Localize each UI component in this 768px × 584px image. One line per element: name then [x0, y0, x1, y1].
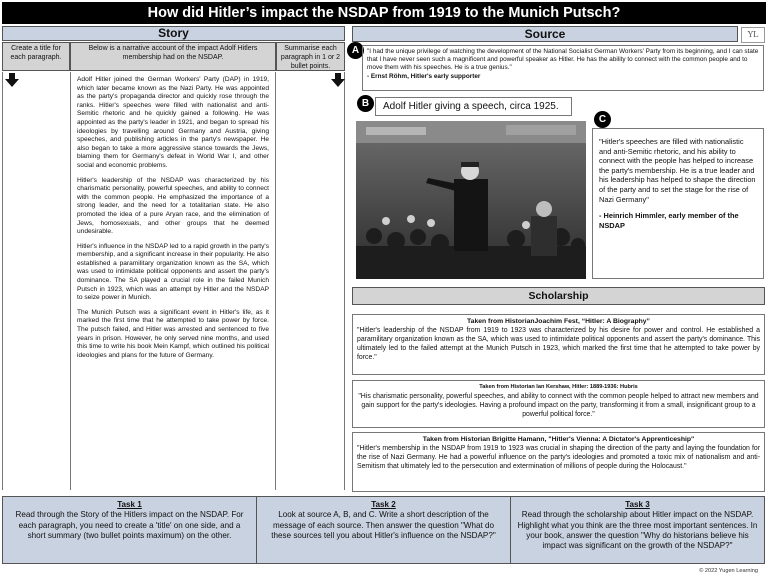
- scholarship-body: "Hitler's leadership of the NSDAP from 1919 to 1923 was characterized by his desire for power and control. He established a paramilitary organization known as the SA, which was used to intimidate political opponents and assert the party's dominance. This ultimately led to the failed attempt at the Munich Putsch in 1923, which marked the first time that he attempted to take power by force.": [357, 327, 760, 361]
- copyright: © 2022 Yugen Learning: [699, 568, 758, 574]
- source-header: Source: [352, 26, 738, 42]
- scholarship-heading: Taken from Historian Brigitte Hamann, "Hitler's Vienna: A Dictator's Apprenticeship": [422, 436, 695, 443]
- story-paragraph-2: Hitler's leadership of the NSDAP was characterized by his charismatic personality, powerful speeches, and ability to connect with the common people. He emphasized the importance of a strong leader, and the need for a totalitarian state. He also promoted the idea of a pure Aryan race, and the elimination of Jews, homosexuals, and other groups that he deemed undesirable.: [77, 176, 269, 236]
- scholarship-header: Scholarship: [352, 287, 765, 305]
- source-a-quote: "I had the unique privilege of watching the development of the National Socialist German Workers' Party from its beginning, and I can state that I have never seen such a magnificent and powerful speaker as Hitler. He has the ability to connect with the common people and to move them with his speeches. He is a true genius.": [367, 48, 759, 72]
- title-column-header: Create a title for each paragraph.: [2, 42, 70, 71]
- source-a-attribution: - Ernst Röhm, Hitler's early supporter: [367, 72, 481, 80]
- scholarship-kershaw: [352, 380, 765, 428]
- source-a: [362, 45, 764, 91]
- task-2: [257, 497, 511, 563]
- story-paragraph-4: The Munich Putsch was a significant event in Hitler's life, as it marked the first time that he attempted to take power by force. The putsch failed, and Hitler was arrested and sentenced to five years in prison. However, he only served nine months, and used this time to write his book Mein Kampf, which outlined his political ideologies and plans for the future of Germany.: [77, 308, 269, 359]
- yugen-logo: YL: [741, 27, 765, 43]
- tasks-panel: [2, 496, 765, 564]
- summary-column-header: Summarise each paragraph in 1 or 2 bullet points.: [276, 42, 345, 71]
- page-title: How did Hitler’s impact the NSDAP from 1919 to the Munich Putsch?: [2, 2, 766, 24]
- source-c-quote: "Hitler's speeches are filled with nationalistic and anti-Semitic rhetoric, and his ability to connect with the people has helped to increase the party's membership. He is a true leader and his leadership has helped to shape the direction of the party and to set the stage for the rise of Nazi Germany": [599, 137, 756, 204]
- story-paragraph-1: Adolf Hitler joined the German Workers' Party (DAP) in 1919, which later became known as the Nazi Party. He was appointed as the party's propaganda director and quickly rose through the ranks. Hitler's speeches were filled with nationalist and anti-Semitic rhetoric and he quickly gained a following. He was appointed as the party's leader in 1921, and began to spread his ideologies by travelling around Germany and Austria, giving speeches, and publishing articles in the party's newspaper. He also began to take a more aggressive stance towards the Jews, blaming them for Germany's defeat in World War I, and other social and economic problems.: [77, 76, 269, 169]
- source-c-badge: C: [594, 111, 611, 128]
- scholarship-hamann: [352, 432, 765, 492]
- task-heading: Task 1: [117, 500, 142, 509]
- hitler-speech-photo: [356, 121, 586, 279]
- task-heading: Task 2: [371, 500, 396, 509]
- title-column[interactable]: [2, 72, 70, 490]
- task-1: [3, 497, 257, 563]
- scholarship-fest: [352, 314, 765, 375]
- source-c-attribution: - Heinrich Himmler, early member of the NSDAP: [599, 211, 739, 230]
- scholarship-body: "Hitler's membership in the NSDAP from 1919 to 1923 was crucial in shaping the direction of the party and laying the foundation for the rise of Nazi Germany. He had a powerful influence on the party's ideologies and promoted a toxic mix of nationalism and anti-Semitism that ultimately led to the persecution and extermination of millions of people during the Holocaust.": [357, 445, 760, 470]
- story-paragraph-3: Hitler's influence in the NSDAP led to a rapid growth in the party's membership, and a significant increase in their popularity. He also established a paramilitary organization known as the SA, which was used to intimidate political opponents and assert the party's dominance. The SA played a crucial role in the failed Munich Putsch in 1923, which was an attempt by Hitler and the NSDAP to seize power in Munich.: [77, 242, 269, 302]
- task-text: Read through the scholarship about Hitler impact on the NSDAP. Highlight what you think are the three most important sentences. In your book, answer the question "Why do historians believe his impact was significant on the growth of the NSDAP?": [517, 510, 758, 551]
- source-b-caption: Adolf Hitler giving a speech, circa 1925.: [375, 97, 572, 116]
- source-c: [592, 128, 764, 279]
- scholarship-heading: Taken from Historian Ian Kershaw, Hitler: 1889-1936: Hubris: [479, 384, 638, 390]
- source-b-badge: B: [357, 95, 374, 112]
- scholarship-heading: Taken from HistorianJoachim Fest, “Hitler: A Biography”: [467, 318, 650, 325]
- task-text: Look at source A, B, and C. Write a short description of the message of each source. Then answer the question "What do these sources tell you about Hitler's influence on the NSDAP?": [271, 510, 496, 540]
- task-3: [511, 497, 764, 563]
- story-header: Story: [2, 26, 345, 41]
- story-narrative: [70, 72, 276, 490]
- narrative-column-header: Below is a narrative account of the impact Adolf Hitlers membership had on the NSDAP.: [70, 42, 276, 71]
- task-text: Read through the Story of the Hitlers impact on the NSDAP. For each paragraph, you need to create a 'title' on one side, and a short summary (two bullet points maximum) on the other.: [15, 510, 244, 540]
- summary-column[interactable]: [276, 72, 345, 490]
- source-a-badge: A: [347, 42, 364, 59]
- task-heading: Task 3: [625, 500, 650, 509]
- scholarship-body: "His charismatic personality, powerful speeches, and ability to connect with the common people helped to attract new members and gain support for the party's ideologies. Having a profound impact on the party, transforming it from a small, insignificant group to a powerful political force.": [358, 393, 759, 418]
